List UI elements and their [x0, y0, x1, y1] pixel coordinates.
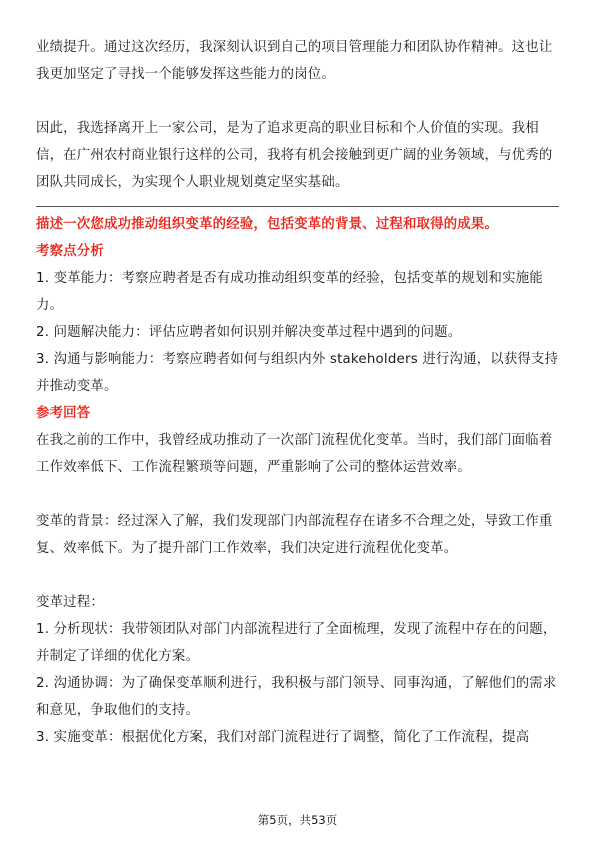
section-divider: [36, 206, 559, 207]
interview-question: 描述一次您成功推动组织变革的经验，包括变革的背景、过程和取得的成果。: [36, 217, 499, 232]
analysis-title: 考察点分析: [36, 244, 104, 259]
analysis-item-2: 2. 问题解决能力：评估应聘者如何识别并解决变革过程中遇到的问题。: [36, 325, 462, 340]
page-content: [36, 34, 559, 751]
process-title: 变革过程：: [36, 595, 104, 610]
answer-paragraph-2: 变革的背景：经过深入了解，我们发现部门内部流程存在诸多不合理之处，导致工作重复、效率低下。为了提升部门工作效率，我们决定进行流程优化变革。: [36, 514, 553, 556]
process-item-1: 1. 分析现状：我带领团队对部门内部流程进行了全面梳理，发现了流程中存在的问题，并制定了详细的优化方案。: [36, 622, 557, 664]
answer-paragraph-1: 在我之前的工作中，我曾经成功推动了一次部门流程优化变革。当时，我们部门面临着工作效率低下、工作流程繁琐等问题，严重影响了公司的整体运营效率。: [36, 433, 553, 475]
intro-paragraph-1: 业绩提升。通过这次经历，我深刻认识到自己的项目管理能力和团队协作精神。这也让我更加坚定了寻找一个能够发挥这些能力的岗位。: [36, 40, 553, 82]
process-item-2: 2. 沟通协调：为了确保变革顺利进行，我积极与部门领导、同事沟通，了解他们的需求和意见，争取他们的支持。: [36, 676, 557, 718]
process-item-3: 3. 实施变革：根据优化方案，我们对部门流程进行了调整，简化了工作流程，提高: [36, 730, 530, 745]
page-number-footer: 第5页，共53页: [257, 813, 338, 827]
analysis-item-1: 1. 变革能力：考察应聘者是否有成功推动组织变革的经验，包括变革的规划和实施能力。: [36, 271, 543, 313]
analysis-item-3: 3. 沟通与影响能力：考察应聘者如何与组织内外 stakeholders 进行沟通，以获得支持并推动变革。: [36, 352, 559, 394]
answer-title: 参考回答: [36, 406, 91, 421]
intro-paragraph-2: 因此，我选择离开上一家公司，是为了追求更高的职业目标和个人价值的实现。我相信，在广州农村商业银行这样的公司，我将有机会接触到更广阔的业务领域，与优秀的团队共同成长，为实现个人职业规划奠定坚实基础。: [36, 121, 553, 190]
